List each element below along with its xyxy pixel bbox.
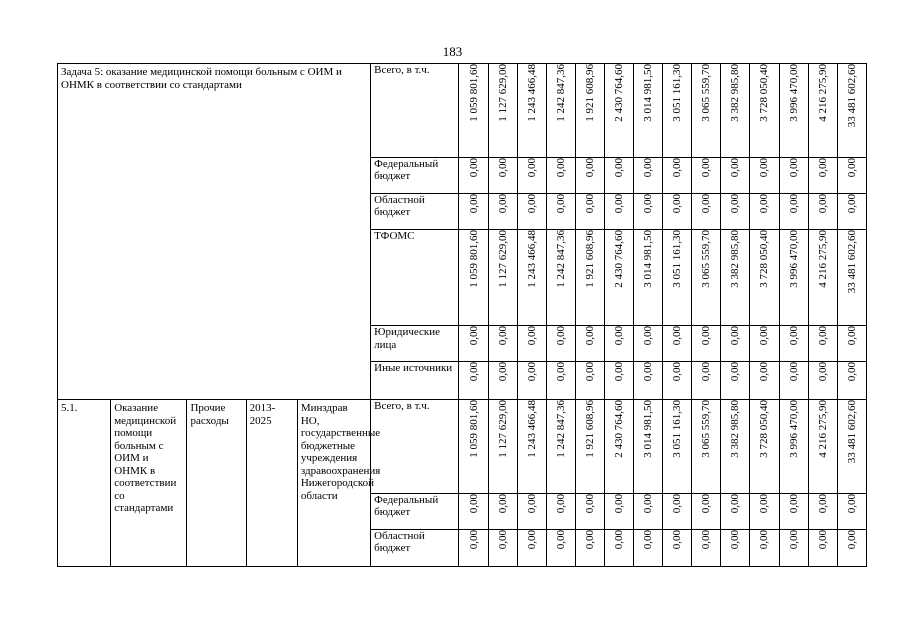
year-value-cell: [663, 193, 692, 229]
year-value: 0,00: [496, 493, 509, 514]
year-value-cell: [575, 157, 604, 193]
year-value-cell: [750, 529, 779, 566]
year-value: 3 065 559,70: [700, 229, 713, 288]
year-value: 0,00: [671, 193, 684, 213]
year-value: 0,00: [787, 326, 800, 346]
total-value: 0,00: [845, 493, 858, 514]
year-value-cell: [634, 157, 663, 193]
year-value: 0,00: [816, 362, 829, 382]
year-value-cell: [575, 529, 604, 566]
funding-source-label-cell: [371, 400, 459, 494]
year-value: 3 065 559,70: [700, 400, 713, 459]
year-value: 3 014 981,50: [642, 400, 655, 459]
year-value-cell: [517, 400, 546, 494]
year-value: 1 921 608,96: [583, 400, 596, 459]
year-value-cell: [488, 362, 517, 400]
year-value: 0,00: [816, 193, 829, 213]
year-value: 0,00: [700, 362, 713, 382]
year-value-cell: [634, 493, 663, 529]
year-value-cell: [488, 400, 517, 494]
year-value-cell: [779, 400, 808, 494]
year-value: 1 127 629,00: [496, 400, 509, 459]
year-value-cell: [779, 157, 808, 193]
total-value: 0,00: [845, 362, 858, 382]
year-value-cell: [634, 229, 663, 326]
task-title: Задача 5: оказание медицинской помощи больным с ОИМ и ОНМК в соответствии со стандартами: [61, 66, 342, 91]
year-value-cell: [604, 529, 633, 566]
year-value: 0,00: [758, 326, 771, 346]
year-value: 0,00: [525, 193, 538, 213]
funding-source-label: Иные источники: [374, 362, 453, 375]
activity-number: 5.1.: [61, 402, 78, 415]
funding-source-label: Федеральный бюджет: [374, 157, 439, 183]
year-value-cell: [692, 493, 721, 529]
year-value: 0,00: [729, 326, 742, 346]
year-value: 1 059 801,60: [467, 400, 480, 459]
budget-table-body: [58, 64, 867, 567]
activity-executor-cell: [297, 400, 381, 567]
year-value: 0,00: [612, 157, 625, 177]
year-value: 3 014 981,50: [642, 229, 655, 288]
year-value: 0,00: [612, 493, 625, 514]
year-value: 4 216 275,90: [816, 400, 829, 459]
page-number: 183: [442, 44, 463, 59]
year-value-cell: [517, 229, 546, 326]
year-value: 3 051 161,30: [671, 64, 684, 122]
year-value-cell: [750, 400, 779, 494]
year-value-cell: [779, 493, 808, 529]
year-value-cell: [808, 193, 837, 229]
total-value-cell: [837, 64, 866, 158]
year-value-cell: [575, 326, 604, 362]
year-value: 0,00: [583, 157, 596, 177]
year-value-cell: [663, 493, 692, 529]
year-value-cell: [517, 193, 546, 229]
year-value: 0,00: [525, 529, 538, 550]
year-value-cell: [808, 326, 837, 362]
year-value-cell: [517, 157, 546, 193]
year-value: 0,00: [758, 193, 771, 213]
year-value: 0,00: [671, 529, 684, 550]
year-value: 0,00: [642, 362, 655, 382]
year-value: 3 728 050,40: [758, 64, 771, 122]
year-value-cell: [546, 193, 575, 229]
year-value-cell: [808, 64, 837, 158]
year-value: 0,00: [467, 529, 480, 550]
total-value-cell: [837, 229, 866, 326]
year-value: 0,00: [496, 193, 509, 213]
year-value-cell: [663, 64, 692, 158]
year-value: 0,00: [554, 362, 567, 382]
year-value-cell: [546, 229, 575, 326]
year-value-cell: [634, 362, 663, 400]
year-value: 3 065 559,70: [700, 64, 713, 122]
total-value-cell: [837, 362, 866, 400]
total-value-cell: [837, 493, 866, 529]
funding-source-label: Всего, в т.ч.: [374, 64, 430, 76]
year-value: 1 127 629,00: [496, 229, 509, 288]
year-value: 4 216 275,90: [816, 64, 829, 122]
total-value: 0,00: [845, 326, 858, 346]
year-value-cell: [663, 157, 692, 193]
year-value-cell: [692, 193, 721, 229]
year-value: 2 430 764,60: [612, 64, 625, 122]
year-value: 0,00: [758, 493, 771, 514]
year-value: 0,00: [554, 529, 567, 550]
total-value: 33 481 602,60: [845, 64, 858, 128]
year-value-cell: [634, 326, 663, 362]
year-value: 0,00: [671, 326, 684, 346]
year-value: 1 059 801,60: [467, 64, 480, 122]
year-value: 3 382 985,80: [729, 64, 742, 122]
year-value: 0,00: [583, 362, 596, 382]
total-value-cell: [837, 193, 866, 229]
year-value: 1 243 466,48: [525, 229, 538, 288]
year-value-cell: [779, 529, 808, 566]
year-value-cell: [488, 157, 517, 193]
year-value: 3 996 470,00: [787, 64, 800, 122]
year-value-cell: [459, 193, 488, 229]
year-value-cell: [721, 493, 750, 529]
year-value-cell: [779, 326, 808, 362]
year-value-cell: [779, 64, 808, 158]
year-value: 0,00: [787, 157, 800, 177]
year-value-cell: [750, 193, 779, 229]
year-value-cell: [546, 64, 575, 158]
year-value: 0,00: [583, 326, 596, 346]
year-value-cell: [663, 229, 692, 326]
year-value: 3 728 050,40: [758, 400, 771, 459]
year-value: 0,00: [816, 157, 829, 177]
year-value-cell: [808, 493, 837, 529]
year-value: 0,00: [525, 362, 538, 382]
year-value: 0,00: [583, 493, 596, 514]
year-value-cell: [546, 400, 575, 494]
funding-source-label-cell: [371, 193, 459, 229]
year-value-cell: [808, 529, 837, 566]
activity-row: [58, 400, 867, 494]
expense-type-cell: [187, 400, 246, 567]
total-value: 0,00: [845, 193, 858, 213]
year-value-cell: [750, 362, 779, 400]
year-value-cell: [779, 362, 808, 400]
year-value: 0,00: [816, 493, 829, 514]
year-value-cell: [634, 193, 663, 229]
year-value: 0,00: [554, 157, 567, 177]
year-value-cell: [692, 326, 721, 362]
year-value-cell: [634, 400, 663, 494]
year-value-cell: [692, 400, 721, 494]
year-value: 0,00: [729, 193, 742, 213]
year-value: 0,00: [583, 193, 596, 213]
year-value-cell: [517, 326, 546, 362]
year-value-cell: [692, 64, 721, 158]
year-value: 0,00: [612, 362, 625, 382]
year-value-cell: [808, 229, 837, 326]
year-value: 0,00: [612, 193, 625, 213]
year-value: 2 430 764,60: [612, 400, 625, 459]
year-value: 0,00: [496, 529, 509, 550]
year-value-cell: [808, 362, 837, 400]
year-value-cell: [663, 400, 692, 494]
year-value-cell: [721, 193, 750, 229]
year-value: 0,00: [700, 493, 713, 514]
year-value-cell: [575, 493, 604, 529]
activity-period-cell: [246, 400, 297, 567]
year-value-cell: [750, 64, 779, 158]
year-value-cell: [721, 529, 750, 566]
year-value: 3 996 470,00: [787, 400, 800, 459]
funding-source-label-cell: [371, 157, 459, 193]
year-value: 0,00: [583, 529, 596, 550]
year-value: 0,00: [612, 529, 625, 550]
year-value-cell: [517, 529, 546, 566]
year-value: 0,00: [816, 326, 829, 346]
year-value-cell: [692, 229, 721, 326]
year-value-cell: [459, 529, 488, 566]
year-value: 1 242 847,36: [554, 400, 567, 459]
year-value: 2 430 764,60: [612, 229, 625, 288]
year-value: 0,00: [467, 193, 480, 213]
year-value: 1 127 629,00: [496, 64, 509, 122]
year-value: 0,00: [729, 493, 742, 514]
year-value: 3 728 050,40: [758, 229, 771, 288]
total-value-cell: [837, 157, 866, 193]
year-value: 0,00: [525, 493, 538, 514]
year-value-cell: [692, 362, 721, 400]
year-value: 0,00: [496, 326, 509, 346]
year-value: 0,00: [787, 362, 800, 382]
year-value-cell: [721, 64, 750, 158]
year-value-cell: [604, 64, 633, 158]
activity-name: Оказание медицинской помощи больным с ОИМ и ОНМК в соответствии со стандартами: [114, 402, 177, 515]
year-value-cell: [459, 229, 488, 326]
year-value: 0,00: [467, 326, 480, 346]
year-value: 0,00: [496, 157, 509, 177]
funding-source-label-cell: [371, 64, 459, 158]
funding-source-label-cell: [371, 493, 459, 529]
activity-period: 2013-2025: [249, 402, 276, 427]
year-value: 0,00: [700, 529, 713, 550]
year-value-cell: [604, 326, 633, 362]
year-value: 0,00: [554, 193, 567, 213]
year-value-cell: [604, 493, 633, 529]
year-value-cell: [488, 193, 517, 229]
year-value-cell: [692, 529, 721, 566]
year-value: 0,00: [787, 529, 800, 550]
year-value: 0,00: [671, 157, 684, 177]
year-value: 1 059 801,60: [467, 229, 480, 288]
year-value: 0,00: [467, 362, 480, 382]
year-value-cell: [459, 64, 488, 158]
year-value: 0,00: [700, 157, 713, 177]
year-value: 0,00: [554, 493, 567, 514]
year-value-cell: [488, 529, 517, 566]
year-value-cell: [459, 326, 488, 362]
funding-source-label-cell: [371, 529, 459, 566]
total-value-cell: [837, 400, 866, 494]
year-value: 0,00: [729, 157, 742, 177]
total-value: 0,00: [845, 157, 858, 177]
year-value: 0,00: [642, 529, 655, 550]
year-value-cell: [634, 529, 663, 566]
year-value-cell: [604, 362, 633, 400]
year-value: 4 216 275,90: [816, 229, 829, 288]
year-value: 0,00: [816, 529, 829, 550]
year-value-cell: [459, 400, 488, 494]
year-value-cell: [546, 326, 575, 362]
year-value: 0,00: [642, 493, 655, 514]
year-value: 0,00: [525, 157, 538, 177]
year-value-cell: [750, 157, 779, 193]
year-value-cell: [692, 157, 721, 193]
year-value-cell: [546, 157, 575, 193]
year-value: 0,00: [787, 493, 800, 514]
year-value-cell: [575, 362, 604, 400]
year-value-cell: [575, 193, 604, 229]
year-value: 0,00: [554, 326, 567, 346]
year-value-cell: [721, 229, 750, 326]
funding-source-label: Областной бюджет: [374, 529, 425, 555]
year-value: 0,00: [467, 157, 480, 177]
funding-source-label: Юридические лица: [374, 326, 441, 351]
year-value: 1 243 466,48: [525, 400, 538, 459]
year-value: 0,00: [496, 362, 509, 382]
year-value-cell: [721, 157, 750, 193]
year-value-cell: [721, 400, 750, 494]
year-value: 3 382 985,80: [729, 229, 742, 288]
year-value: 0,00: [612, 326, 625, 346]
funding-source-label: Областной бюджет: [374, 193, 425, 219]
budget-table: [57, 63, 867, 567]
year-value-cell: [575, 229, 604, 326]
year-value: 0,00: [758, 529, 771, 550]
year-value: 0,00: [467, 493, 480, 514]
year-value-cell: [575, 64, 604, 158]
expense-type: Прочие расходы: [190, 402, 229, 427]
year-value-cell: [459, 362, 488, 400]
year-value-cell: [750, 229, 779, 326]
year-value-cell: [575, 400, 604, 494]
year-value-cell: [808, 400, 837, 494]
year-value-cell: [604, 400, 633, 494]
activity-executor: Минздрав НО, государственные бюджетные учреждения здравоохранения Нижегородской области: [300, 402, 381, 502]
year-value-cell: [779, 229, 808, 326]
year-value: 0,00: [642, 157, 655, 177]
year-value: 0,00: [525, 326, 538, 346]
year-value: 0,00: [642, 326, 655, 346]
year-value-cell: [663, 326, 692, 362]
year-value-cell: [488, 493, 517, 529]
year-value-cell: [517, 493, 546, 529]
year-value: 1 242 847,36: [554, 64, 567, 122]
funding-source-label: Всего, в т.ч.: [374, 400, 430, 413]
year-value-cell: [634, 64, 663, 158]
year-value-cell: [721, 326, 750, 362]
funding-source-label-cell: [371, 229, 459, 326]
year-value-cell: [779, 193, 808, 229]
year-value-cell: [604, 193, 633, 229]
year-value-cell: [604, 157, 633, 193]
year-value-cell: [546, 529, 575, 566]
total-value-cell: [837, 529, 866, 566]
year-value-cell: [663, 529, 692, 566]
year-value: 0,00: [642, 193, 655, 213]
funding-source-label-cell: [371, 362, 459, 400]
year-value: 1 242 847,36: [554, 229, 567, 288]
year-value: 0,00: [729, 529, 742, 550]
year-value-cell: [546, 493, 575, 529]
year-value-cell: [459, 157, 488, 193]
year-value: 0,00: [787, 193, 800, 213]
year-value: 0,00: [758, 362, 771, 382]
year-value: 3 014 981,50: [642, 64, 655, 122]
year-value: 3 996 470,00: [787, 229, 800, 288]
activity-name-cell: [111, 400, 187, 567]
year-value: 0,00: [700, 326, 713, 346]
year-value-cell: [663, 362, 692, 400]
total-value: 33 481 602,60: [845, 229, 858, 293]
task-title-cell: [58, 64, 371, 400]
year-value-cell: [721, 362, 750, 400]
total-value: 0,00: [845, 529, 858, 550]
year-value: 0,00: [671, 362, 684, 382]
year-value-cell: [488, 326, 517, 362]
total-value: 33 481 602,60: [845, 400, 858, 464]
year-value-cell: [546, 362, 575, 400]
year-value-cell: [517, 362, 546, 400]
year-value-cell: [808, 157, 837, 193]
year-value: 3 051 161,30: [671, 229, 684, 288]
year-value: 0,00: [758, 157, 771, 177]
year-value-cell: [750, 326, 779, 362]
year-value: 0,00: [671, 493, 684, 514]
year-value: 0,00: [729, 362, 742, 382]
funding-source-label: ТФОМС: [374, 229, 415, 242]
year-value-cell: [488, 229, 517, 326]
year-value-cell: [604, 229, 633, 326]
year-value: 1 921 608,96: [583, 64, 596, 122]
year-value: 0,00: [700, 193, 713, 213]
year-value: 1 243 466,48: [525, 64, 538, 122]
year-value: 1 921 608,96: [583, 229, 596, 288]
year-value-cell: [459, 493, 488, 529]
year-value-cell: [517, 64, 546, 158]
total-value-cell: [837, 326, 866, 362]
year-value-cell: [488, 64, 517, 158]
year-value: 3 051 161,30: [671, 400, 684, 459]
activity-number-cell: [58, 400, 111, 567]
year-value-cell: [750, 493, 779, 529]
year-value: 3 382 985,80: [729, 400, 742, 459]
funding-source-label-cell: [371, 326, 459, 362]
task-row: [58, 64, 867, 158]
funding-source-label: Федеральный бюджет: [374, 493, 439, 519]
